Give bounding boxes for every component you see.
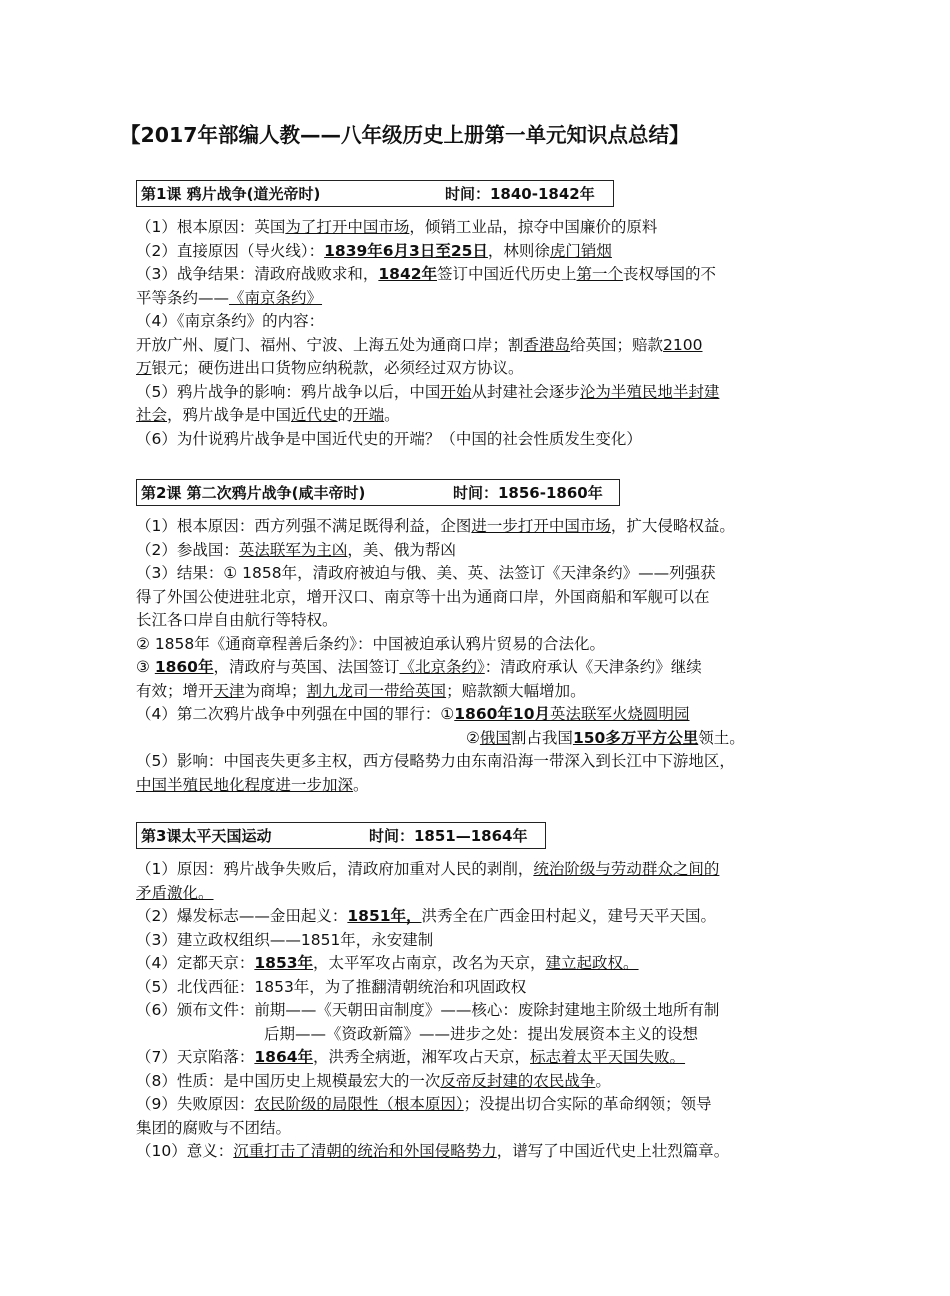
text-line [136, 1140, 826, 1164]
underlined-text: 反帝反封建的农民战争 [440, 1071, 596, 1090]
text-line [136, 263, 826, 287]
text-span: （9）失败原因： [136, 1095, 255, 1113]
text-line [136, 216, 826, 240]
text-span: ，清政府与英国、法国签订 [213, 658, 400, 676]
text-span: 长江各口岸自由航行等特权。 [136, 611, 338, 629]
lesson-2-header-box [136, 479, 620, 506]
text-span: （1）根本原因：西方列强不满足既得利益，企图 [136, 517, 472, 535]
text-line [136, 633, 826, 657]
text-span: ，洪秀全病逝，湘军攻占天京， [313, 1048, 531, 1066]
underlined-text: 《南京条约》 [229, 288, 323, 307]
text-span: ；没提出切合实际的革命纲领；领导 [463, 1095, 712, 1113]
underlined-text: 俄国 [479, 728, 511, 747]
underlined-text: 2100 [663, 335, 703, 354]
text-span: （5）鸦片战争的影响：鸦片战争以后，中国 [136, 382, 441, 401]
text-span: 开放广州、厦门、福州、宁波、上海五处为通商口岸；割 [136, 335, 524, 354]
text-span: ② 1858年《通商章程善后条约》：中国被迫承认鸦片贸易的合法化。 [136, 634, 606, 653]
text-line [136, 539, 826, 563]
text-span: ，太平军攻占南京，改名为天京， [313, 954, 546, 972]
underlined-text: 为了打开中国市场 [285, 218, 410, 236]
text-line [136, 1070, 826, 1094]
text-line [136, 562, 826, 586]
lesson-2-header: 第2课 第二次鸦片战争(咸丰帝时) [141, 484, 366, 502]
underlined-text: 1860年 [154, 658, 214, 676]
text-span: （2）参战国： [136, 540, 239, 559]
text-span: （3）建立政权组织——1851年，永安建制 [136, 930, 434, 949]
text-line [136, 1023, 826, 1047]
lesson-1-time: 时间：1840-1842年 [445, 185, 595, 203]
underlined-text: 虎门销烟 [549, 241, 612, 260]
lesson-1-header-box [136, 180, 614, 207]
text-line [136, 858, 826, 882]
underlined-text: 矛盾激化。 [136, 883, 214, 902]
text-span: （4）定都天京： [136, 954, 255, 972]
text-span: （4）第二次鸦片战争中列强在中国的罪行：① [136, 705, 455, 723]
text-span: 。 [384, 406, 400, 424]
lesson-2-time: 时间：1856-1860年 [453, 484, 603, 502]
text-span: 。 [353, 775, 369, 794]
lesson-3-header-box [136, 822, 546, 849]
underlined-text: 1839年6月3日至25日 [324, 241, 488, 260]
text-line [136, 515, 826, 539]
text-line [136, 404, 826, 428]
underlined-text: 近代史 [291, 406, 338, 424]
lesson-3-content [136, 858, 826, 1164]
text-line [136, 999, 826, 1023]
text-span: （5）影响：中国丧失更多主权，西方侵略势力由东南沿海一带深入到长江中下游地区， [136, 752, 735, 770]
underlined-text: 1864年 [254, 1048, 314, 1066]
underlined-text: 1860年10月 [454, 705, 550, 723]
text-span: （3）结果：① 1858年，清政府被迫与俄、美、英、法签订《天津条约》——列强获 [136, 564, 716, 582]
underlined-text: 1851年， [347, 907, 422, 925]
text-line [136, 1046, 826, 1070]
text-line [136, 357, 826, 381]
text-line [136, 656, 826, 680]
text-span: 丧权辱国的不 [623, 265, 717, 283]
underlined-text: 万 [136, 359, 152, 377]
text-line [136, 334, 826, 358]
text-line [136, 381, 826, 405]
text-span: （6）颁布文件：前期——《天朝田亩制度》——核心：废除封建地主阶级土地所有制 [136, 1001, 720, 1019]
text-line [136, 586, 826, 610]
underlined-text: 沉重打击了清朝的统治和外国侵略势力 [233, 1142, 497, 1160]
text-line [136, 976, 826, 1000]
text-span: （4）《南京条约》的内容： [136, 312, 325, 330]
text-line [136, 905, 826, 929]
text-span: （7）天京陷落： [136, 1048, 255, 1066]
text-line [136, 1117, 826, 1141]
page-title: 【2017年部编人教——八年级历史上册第一单元知识点总结】 [120, 123, 690, 147]
text-span: ：清政府承认《天津条约》继续 [484, 658, 702, 676]
text-span: （1）原因：鸦片战争失败后，清政府加重对人民的剥削， [136, 860, 534, 878]
text-span: 割占我国 [510, 728, 573, 747]
text-span: 签订中国近代历史上 [437, 265, 577, 283]
text-span: 集团的腐败与不团结。 [136, 1118, 292, 1137]
text-span: ，谱写了中国近代史上壮烈篇章。 [496, 1142, 730, 1160]
underlined-text: 社会 [136, 406, 168, 424]
text-line [136, 287, 826, 311]
text-line [136, 952, 826, 976]
underlined-text: 开端 [353, 406, 385, 424]
text-span: ，鸦片战争是中国 [167, 406, 292, 424]
text-span: 后期——《资政新篇》——进步之处：提出发展资本主义的设想 [264, 1024, 699, 1043]
text-span: ；赔款额大幅增加。 [446, 681, 586, 700]
text-span: ② [466, 728, 480, 747]
text-span: 有效；增开 [136, 681, 214, 700]
underlined-text: 开始 [440, 382, 472, 401]
text-span: 银元；硬伤进出口货物应纳税款，必须经过双方协议。 [151, 359, 524, 377]
underlined-text: 1853年 [254, 954, 314, 972]
underlined-text: 标志着太平天国失败。 [530, 1048, 686, 1066]
underlined-text: 中国半殖民地化程度进一步加深 [136, 775, 354, 794]
text-span: 得了外国公使进驻北京，增开汉口、南京等十出为通商口岸，外国商船和军舰可以在 [136, 587, 710, 606]
text-span: （2）爆发标志——金田起义： [136, 907, 348, 925]
text-line [136, 727, 826, 751]
text-span: 的 [337, 406, 354, 424]
underlined-text: 割九龙司一带给英国 [306, 681, 447, 700]
text-span: （10）意义： [136, 1142, 234, 1160]
text-span: 从封建社会逐步 [471, 382, 580, 401]
text-span: 领土。 [698, 728, 745, 747]
underlined-text: 香港岛 [523, 335, 571, 354]
lesson-1-content [136, 216, 826, 451]
lesson-3-time: 时间：1851—1864年 [369, 827, 528, 845]
text-line [136, 609, 826, 633]
text-line [136, 428, 826, 452]
text-line [136, 1093, 826, 1117]
text-line [136, 929, 826, 953]
text-span: ，美、俄为帮凶 [347, 540, 456, 559]
text-span: ，扩大侵略权益。 [610, 517, 735, 535]
text-line [136, 310, 826, 334]
text-line [136, 750, 826, 774]
text-span: ，林则徐 [487, 241, 550, 260]
text-line [136, 240, 826, 264]
text-line [136, 703, 826, 727]
underlined-text: 农民阶级的局限性（根本原因） [254, 1095, 464, 1113]
underlined-text: 英法联军为主凶 [238, 540, 348, 559]
lesson-3-header: 第3课太平天国运动 [141, 827, 272, 845]
underlined-text: 1842年 [378, 265, 438, 283]
text-span: 。 [595, 1071, 611, 1090]
text-span: 为商埠； [244, 681, 307, 700]
text-span: （5）北伐西征：1853年，为了推翻清朝统治和巩固政权 [136, 977, 527, 996]
text-line [136, 774, 826, 798]
underlined-text: 英法联军火烧圆明园 [549, 705, 690, 723]
underlined-text: 天津 [213, 681, 245, 700]
underlined-text: 进一步打开中国市场 [471, 517, 611, 535]
text-line [136, 680, 826, 704]
text-span: （6）为什说鸦片战争是中国近代史的开端？（中国的社会性质发生变化） [136, 429, 642, 448]
text-span: ，倾销工业品，掠夺中国廉价的原料 [409, 218, 658, 236]
text-span: （2）直接原因（导火线）： [136, 241, 325, 260]
underlined-text: 《北京条约》 [399, 658, 485, 676]
lesson-1-header: 第1课 鸦片战争(道光帝时) [141, 185, 321, 203]
lesson-2-content [136, 515, 826, 797]
text-span: 平等条约—— [136, 288, 230, 307]
text-span: 给英国；赔款 [570, 335, 664, 354]
underlined-text: 建立起政权。 [545, 954, 639, 972]
text-line [136, 882, 826, 906]
underlined-text: 第一个 [576, 265, 624, 283]
text-span: （1）根本原因：英国 [136, 218, 286, 236]
text-span: 洪秀全在广西金田村起义，建号天平天国。 [421, 907, 717, 925]
text-span: （3）战争结果：清政府战败求和， [136, 265, 379, 283]
underlined-text: 150多万平方公里 [572, 728, 699, 747]
text-span: （8）性质：是中国历史上规模最宏大的一次 [136, 1071, 441, 1090]
text-span: ③ [136, 658, 155, 676]
underlined-text: 沦为半殖民地半封建 [579, 382, 720, 401]
underlined-text: 统治阶级与劳动群众之间的 [533, 860, 720, 878]
